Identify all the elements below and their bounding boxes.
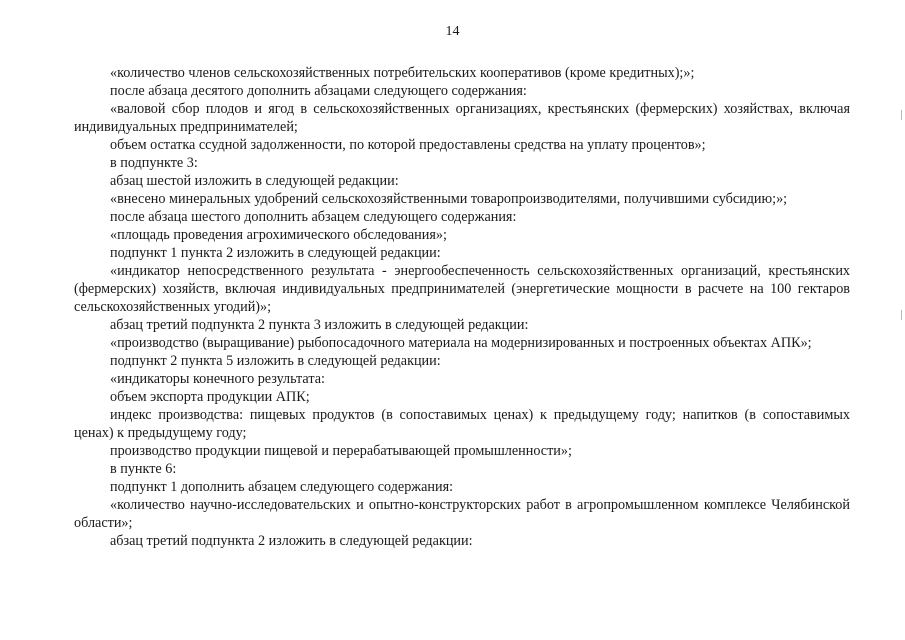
paragraph: производство продукции пищевой и перерабатывающей промышленности»;: [110, 443, 572, 459]
paragraph: «производство (выращивание) рыбопосадочного материала на модернизированных и построенных объектах АПК»;: [110, 335, 812, 351]
paragraph: индекс производства: пищевых продуктов (в сопоставимых ценах) к предыдущему году; напитков (в сопоставимых ценах) к предыдущему году;: [74, 407, 850, 441]
scan-artifact: [901, 310, 902, 320]
paragraph: в подпункте 3:: [110, 155, 198, 171]
paragraph: «индикаторы конечного результата:: [110, 371, 325, 387]
paragraph: абзац третий подпункта 2 изложить в следующей редакции:: [110, 533, 473, 549]
document-body: [74, 64, 850, 550]
paragraph: в пункте 6:: [110, 461, 177, 477]
paragraph: «внесено минеральных удобрений сельскохозяйственными товаропроизводителями, получившими субсидию;»;: [110, 191, 788, 207]
paragraph: подпункт 2 пункта 5 изложить в следующей редакции:: [110, 353, 441, 369]
paragraph: абзац шестой изложить в следующей редакции:: [110, 173, 399, 189]
paragraph: подпункт 1 дополнить абзацем следующего содержания:: [110, 479, 454, 495]
paragraph: «количество научно-исследовательских и опытно-конструкторских работ в агропромышленном комплексе Челябинской области»;: [74, 497, 850, 531]
paragraph: «количество членов сельскохозяйственных потребительских кооперативов (кроме кредитных);»;: [110, 65, 695, 81]
paragraph: после абзаца десятого дополнить абзацами следующего содержания:: [110, 83, 527, 99]
paragraph: объем экспорта продукции АПК;: [110, 389, 310, 405]
scan-artifact: [901, 110, 902, 120]
paragraph: абзац третий подпункта 2 пункта 3 изложить в следующей редакции:: [110, 317, 529, 333]
paragraph: «площадь проведения агрохимического обследования»;: [110, 227, 447, 243]
paragraph: «валовой сбор плодов и ягод в сельскохозяйственных организациях, крестьянских (фермерских) хозяйствах, включая индивидуальных предпринимателей;: [74, 101, 850, 135]
paragraph: «индикатор непосредственного результата - энергообеспеченность сельскохозяйственных организаций, крестьянских (фермерских) хозяйств, включая индивидуальных предпринимателей (энергетические мощности в расчете на 100 гектаров сельскохозяйственных угодий)»;: [74, 263, 850, 315]
paragraph: после абзаца шестого дополнить абзацем следующего содержания:: [110, 209, 517, 225]
paragraph: объем остатка ссудной задолженности, по которой предоставлены средства на уплату процентов»;: [110, 137, 706, 153]
paragraph: подпункт 1 пункта 2 изложить в следующей редакции:: [110, 245, 441, 261]
page-number: 14: [445, 24, 460, 39]
